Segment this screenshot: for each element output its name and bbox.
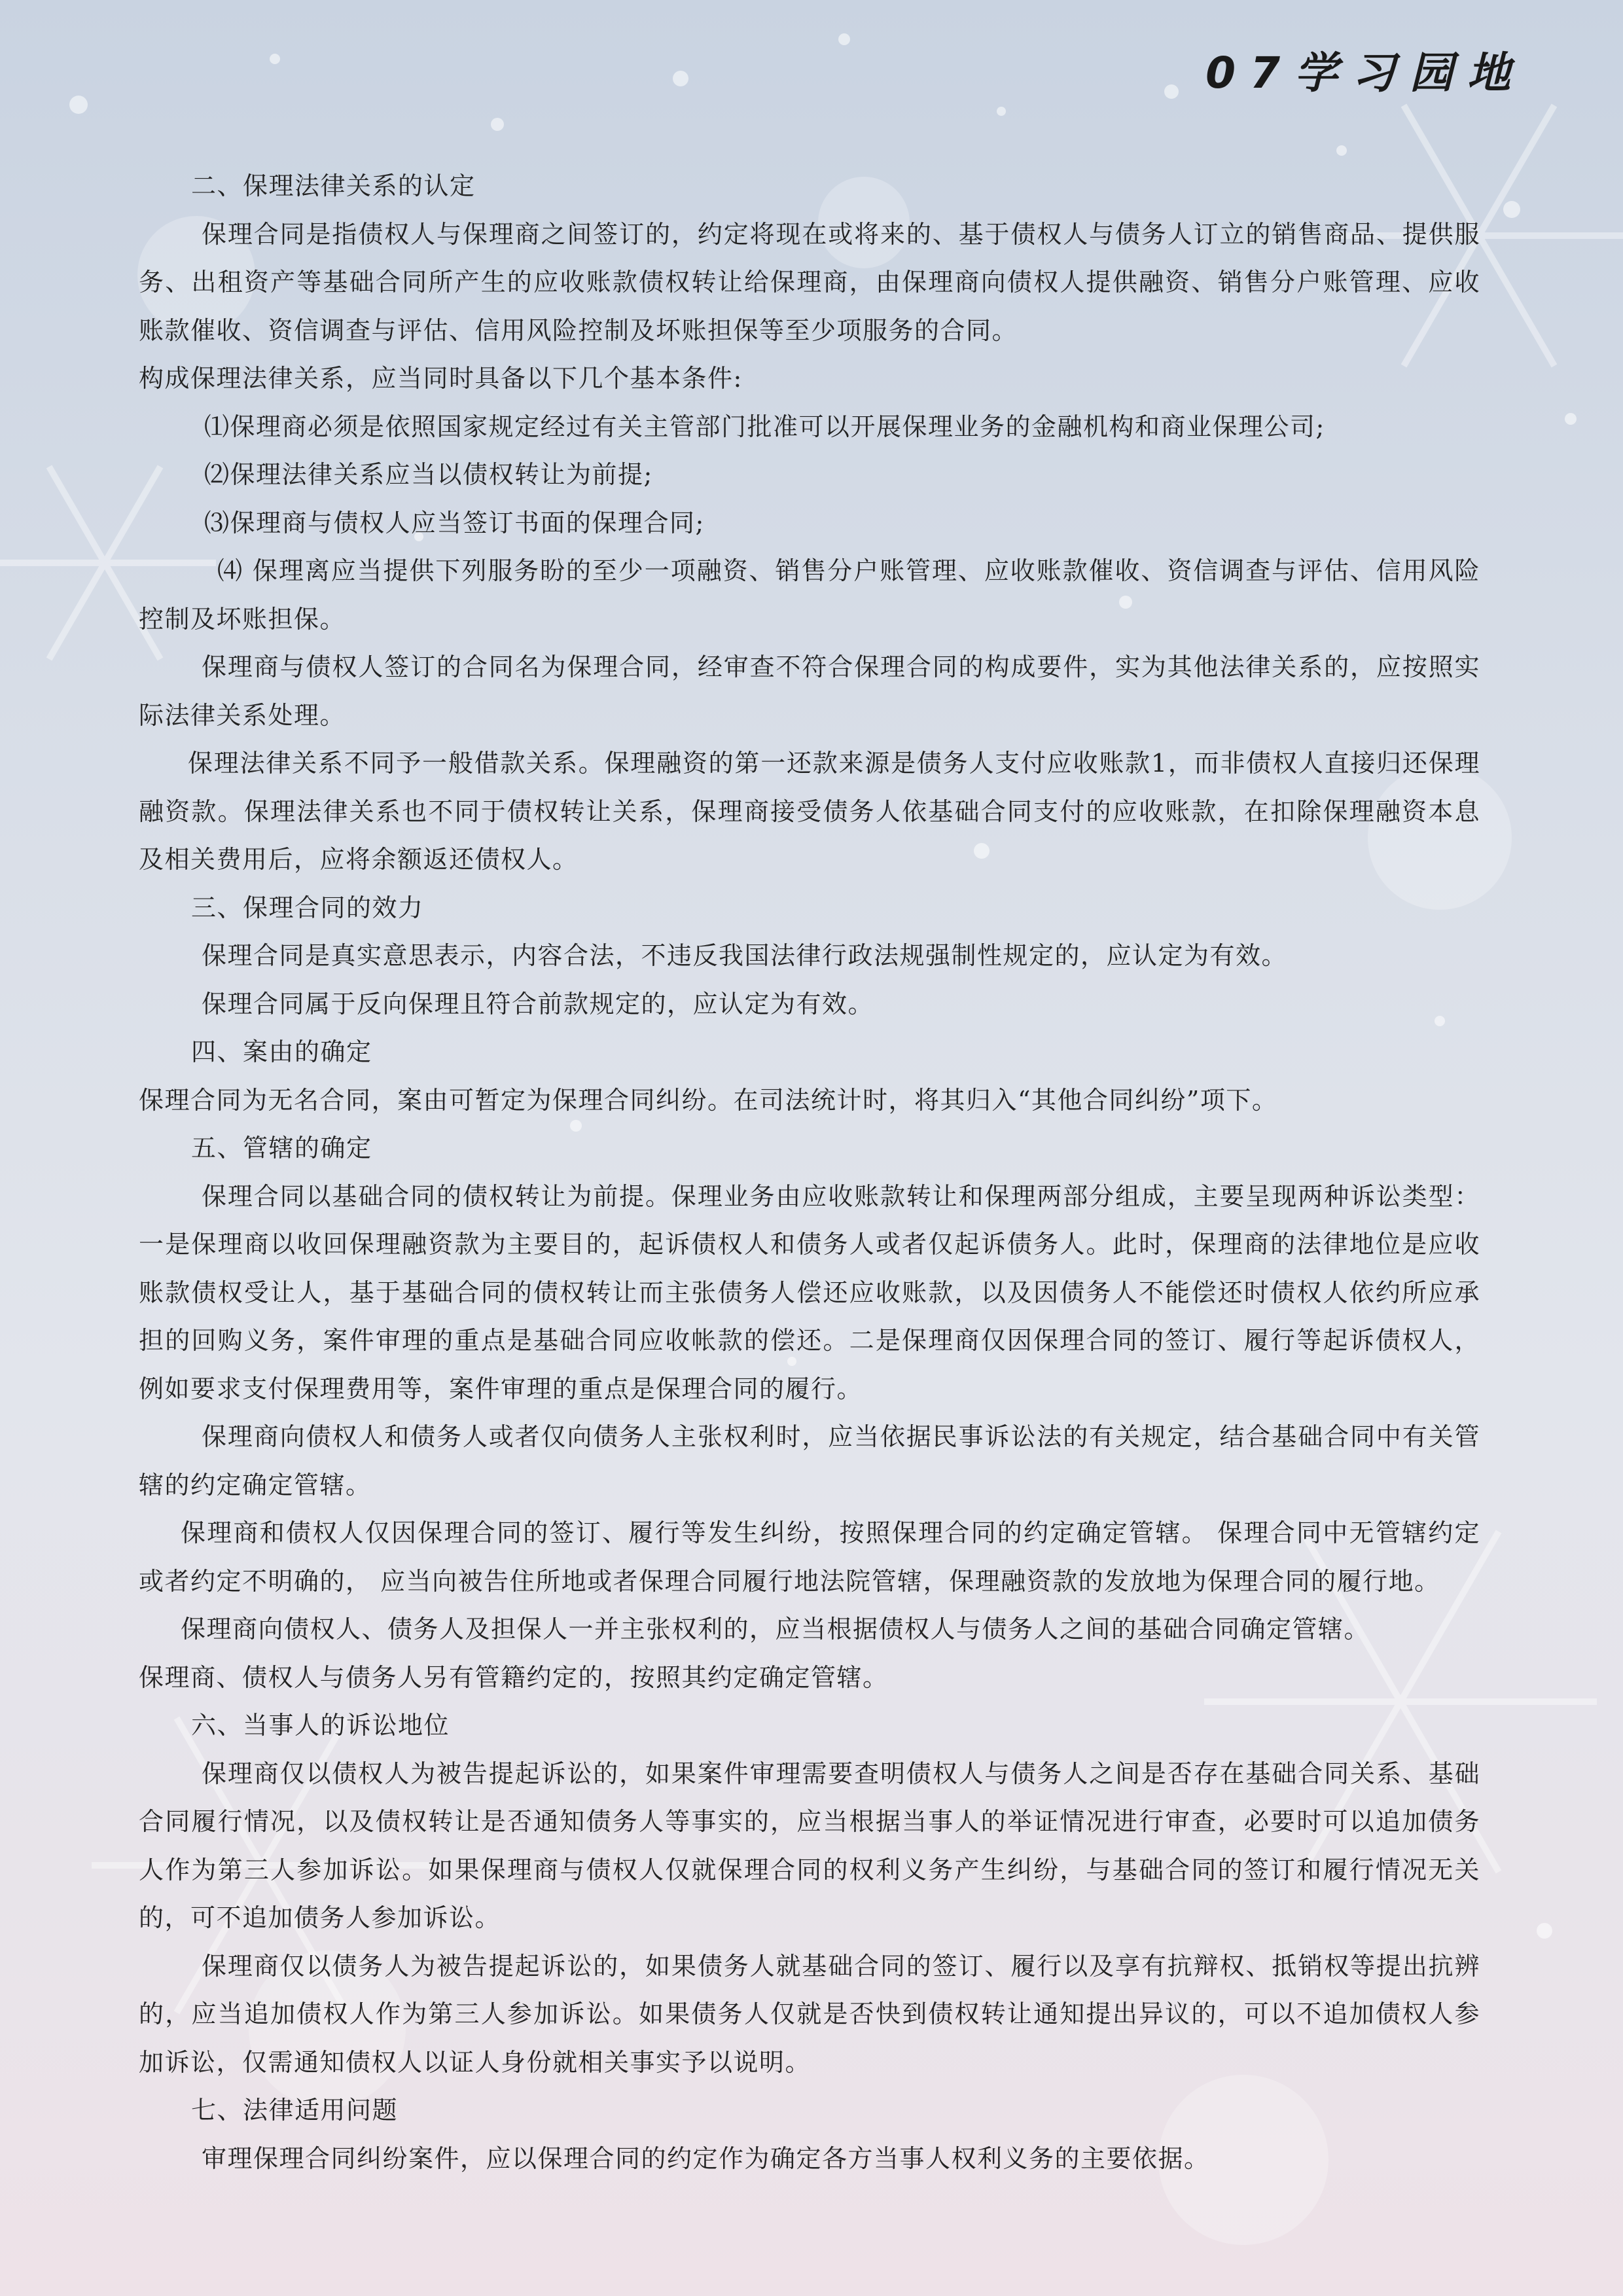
paragraph: 保理合同是指债权人与保理商之间签订的，约定将现在或将来的、基于债权人与债务人订立的销售商品、提供服务、出租资产等基础合同所产生的应收账款债权转让给保理商，由保理商向债权人提供融资、销售分户账管理、应收账款催收、资信调查与评估、信用风险控制及坏账担保等至少项服务的合同。: [139, 219, 1480, 345]
paragraph: 保理商仅以债务人为被告提起诉讼的，如果债务人就基础合同的签订、履行以及享有抗辩权、抵销权等提出抗辨的，应当追加债权人作为第三人参加诉讼。如果债务人仅就是否快到债权转让通知提出异议的，可以不追加债权人参加诉讼，仅需通知债权人以证人身份就相关事实予以说明。: [139, 1951, 1480, 2077]
document-body: [139, 162, 1480, 2183]
list-item: ⑶保理商与债权人应当签订书面的保理合同;: [204, 508, 705, 537]
header-title: 07学习园地: [1205, 48, 1525, 98]
paragraph: 保理合同属于反向保理且符合前款规定的，应认定为有效。: [202, 989, 874, 1018]
paragraph: 保理商仅以债权人为被告提起诉讼的，如果案件审理需要查明债权人与债务人之间是否存在基础合同关系、基础合同履行情况，以及债权转让是否通知债务人等事实的，应当根据当事人的举证情况进行审查，必要时可以追加债务人作为第三人参加诉讼。如果保理商与债权人仅就保理合同的权利义务产生纠纷，与基础合同的签订和履行情况无关的，可不追加债务人参加诉讼。: [139, 1759, 1480, 1932]
section-heading: 三、保理合同的效力: [191, 893, 424, 922]
paragraph: 审理保理合同纠纷案件，应以保理合同的约定作为确定各方当事人权利义务的主要依据。: [202, 2144, 1210, 2173]
paragraph: 构成保理法律关系，应当同时具备以下几个基本条件:: [139, 364, 743, 393]
paragraph: 保理合同是真实意思表示，内容合法，不违反我国法律行政法规强制性规定的，应认定为有效。: [202, 941, 1288, 970]
section-heading: 五、管辖的确定: [191, 1134, 372, 1162]
section-heading: 六、当事人的诉讼地位: [191, 1711, 450, 1740]
section-heading: 四、案由的确定: [191, 1037, 372, 1066]
list-item: ⑵保理法律关系应当以债权转让为前提;: [204, 460, 653, 489]
paragraph: 保理商向债权人、债务人及担保人一并主张权利的，应当根据债权人与债务人之间的基础合同确定管辖。: [181, 1615, 1370, 1643]
list-item: ⑷ 保理离应当提供下列服务盼的至少一项融资、销售分户账管理、应收账款催收、资信调查与评估、信用风险控制及坏账担保。: [139, 556, 1480, 634]
list-item: ⑴保理商必须是依照国家规定经过有关主管部门批准可以开展保理业务的金融机构和商业保理公司;: [204, 412, 1325, 441]
paragraph: 保理法律关系不同予一般借款关系。保理融资的第一还款来源是债务人支付应收账款1，而非债权人直接归还保理融资款。保理法律关系也不同于债权转让关系，保理商接受债务人依基础合同支付的应收账款，在扣除保理融资本息及相关费用后，应将余额返还债权人。: [139, 749, 1480, 874]
paragraph: 保理商、债权人与债务人另有管籍约定的，按照其约定确定管辖。: [139, 1662, 889, 1692]
paragraph: 保理合同为无名合同，案由可暂定为保理合同纠纷。在司法统计时，将其归入“其他合同纠纷”项下。: [139, 1085, 1278, 1115]
section-heading: 七、法律适用问题: [191, 2096, 399, 2125]
paragraph: 保理商与债权人签订的合同名为保理合同，经审查不符合保理合同的构成要件，实为其他法律关系的，应按照实际法律关系处理。: [139, 653, 1480, 730]
paragraph: 保理商和债权人仅因保理合同的签订、履行等发生纠纷，按照保理合同的约定确定管辖。 保理合同中无管辖约定或者约定不明确的， 应当向被告住所地或者保理合同履行地法院管辖，保理融资款的发放地为保理合同的履行地。: [139, 1518, 1480, 1596]
paragraph: 保理商向债权人和债务人或者仅向债务人主张权利时，应当依据民事诉讼法的有关规定，结合基础合同中有关管辖的约定确定管辖。: [139, 1422, 1480, 1499]
paragraph: 保理合同以基础合同的债权转让为前提。保理业务由应收账款转让和保理两部分组成，主要呈现两种诉讼类型：一是保理商以收回保理融资款为主要目的，起诉债权人和债务人或者仅起诉债务人。此时，保理商的法律地位是应收账款债权受让人，基于基础合同的债权转让而主张债务人偿还应收账款，以及因债务人不能偿还时债权人依约所应承担的回购义务，案件审理的重点是基础合同应收帐款的偿还。二是保理商仅因保理合同的签订、履行等起诉债权人，例如要求支付保理费用等，案件审理的重点是保理合同的履行。: [139, 1181, 1480, 1403]
section-heading: 二、保理法律关系的认定: [191, 171, 476, 200]
